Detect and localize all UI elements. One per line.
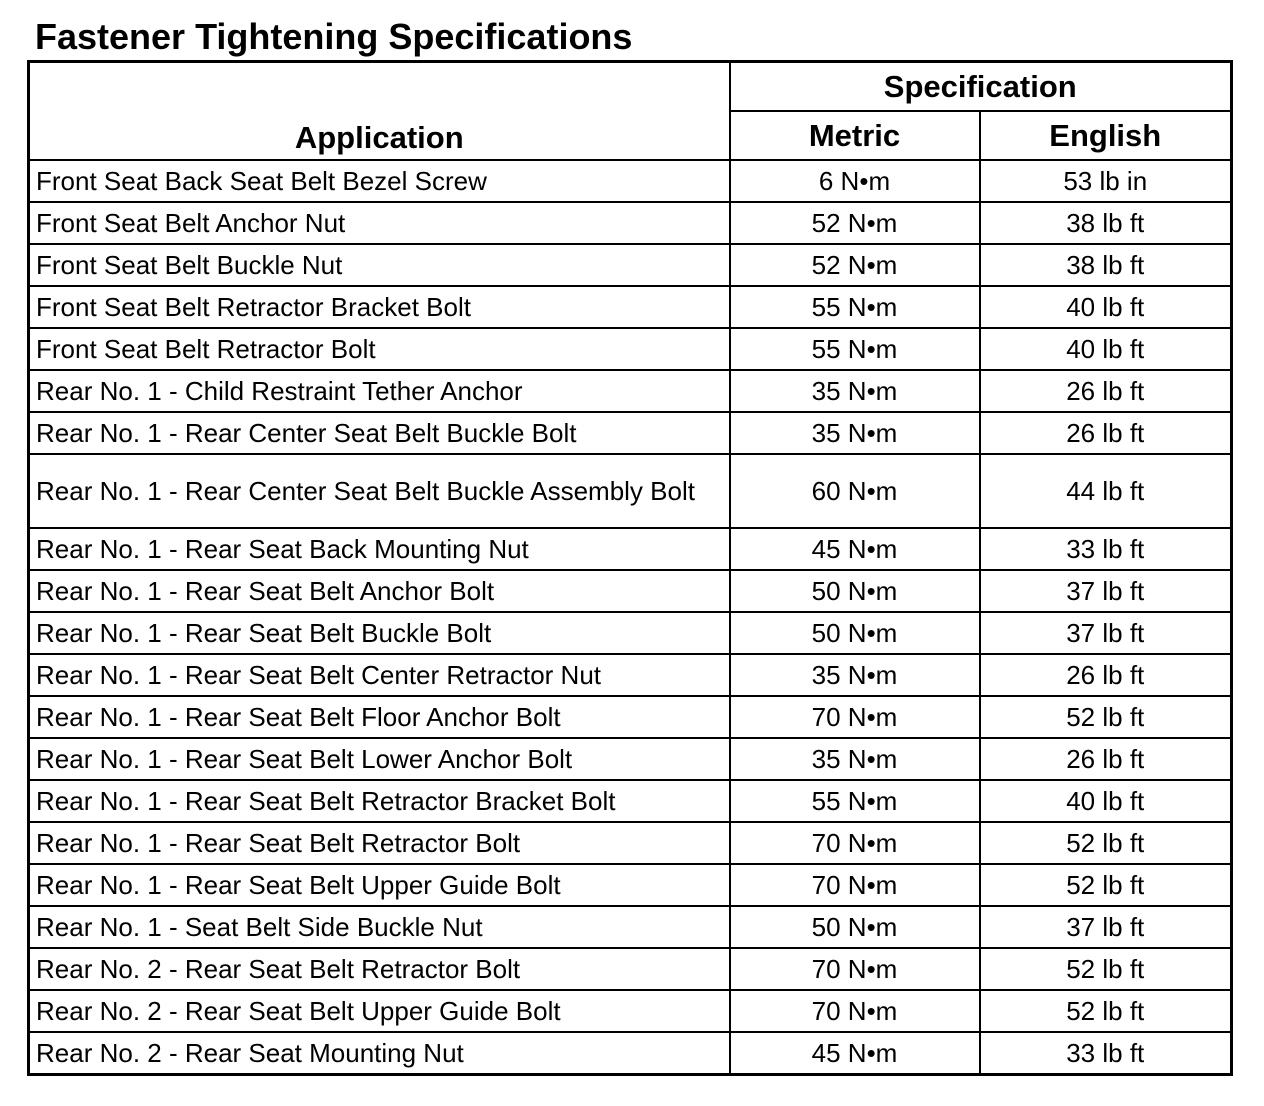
table-row <box>29 696 1232 738</box>
table-row <box>29 570 1232 612</box>
metric-cell: 60 N•m <box>730 454 980 528</box>
table-row <box>29 454 1232 528</box>
application-cell: Rear No. 1 - Seat Belt Side Buckle Nut <box>29 906 730 948</box>
metric-cell: 45 N•m <box>730 1032 980 1074</box>
application-cell: Front Seat Belt Anchor Nut <box>29 202 730 244</box>
table-row <box>29 612 1232 654</box>
metric-cell: 70 N•m <box>730 696 980 738</box>
metric-cell: 6 N•m <box>730 160 980 202</box>
metric-cell: 70 N•m <box>730 948 980 990</box>
english-cell: 26 lb ft <box>980 370 1232 412</box>
english-cell: 26 lb ft <box>980 412 1232 454</box>
metric-cell: 55 N•m <box>730 780 980 822</box>
english-cell: 37 lb ft <box>980 612 1232 654</box>
table-row <box>29 738 1232 780</box>
application-cell: Front Seat Belt Buckle Nut <box>29 244 730 286</box>
english-cell: 52 lb ft <box>980 948 1232 990</box>
table-row <box>29 286 1232 328</box>
table-row <box>29 990 1232 1032</box>
metric-cell: 35 N•m <box>730 738 980 780</box>
english-cell: 37 lb ft <box>980 906 1232 948</box>
metric-cell: 70 N•m <box>730 990 980 1032</box>
table-row <box>29 864 1232 906</box>
metric-cell: 45 N•m <box>730 528 980 570</box>
english-cell: 40 lb ft <box>980 286 1232 328</box>
table-row <box>29 654 1232 696</box>
table-row <box>29 822 1232 864</box>
english-cell: 52 lb ft <box>980 990 1232 1032</box>
table-row <box>29 528 1232 570</box>
english-cell: 52 lb ft <box>980 696 1232 738</box>
application-cell: Rear No. 1 - Rear Seat Belt Retractor Bolt <box>29 822 730 864</box>
table-row <box>29 328 1232 370</box>
application-cell: Rear No. 1 - Rear Seat Belt Retractor Bracket Bolt <box>29 780 730 822</box>
english-cell: 26 lb ft <box>980 738 1232 780</box>
metric-cell: 55 N•m <box>730 328 980 370</box>
english-cell: 40 lb ft <box>980 328 1232 370</box>
english-cell: 38 lb ft <box>980 202 1232 244</box>
metric-cell: 35 N•m <box>730 412 980 454</box>
english-cell: 52 lb ft <box>980 822 1232 864</box>
application-cell: Rear No. 1 - Rear Seat Back Mounting Nut <box>29 528 730 570</box>
application-cell: Front Seat Back Seat Belt Bezel Screw <box>29 160 730 202</box>
metric-cell: 70 N•m <box>730 822 980 864</box>
header-english: English <box>980 111 1232 160</box>
application-cell: Rear No. 1 - Rear Seat Belt Lower Anchor Bolt <box>29 738 730 780</box>
table-row <box>29 1032 1232 1074</box>
metric-cell: 50 N•m <box>730 612 980 654</box>
application-cell: Rear No. 1 - Rear Seat Belt Center Retractor Nut <box>29 654 730 696</box>
table-row <box>29 370 1232 412</box>
table-row <box>29 244 1232 286</box>
application-cell: Rear No. 1 - Rear Seat Belt Floor Anchor Bolt <box>29 696 730 738</box>
table-row <box>29 202 1232 244</box>
application-cell: Rear No. 2 - Rear Seat Mounting Nut <box>29 1032 730 1074</box>
application-cell: Rear No. 1 - Rear Seat Belt Buckle Bolt <box>29 612 730 654</box>
application-cell: Rear No. 2 - Rear Seat Belt Retractor Bolt <box>29 948 730 990</box>
english-cell: 52 lb ft <box>980 864 1232 906</box>
english-cell: 40 lb ft <box>980 780 1232 822</box>
application-cell: Rear No. 1 - Child Restraint Tether Anchor <box>29 370 730 412</box>
english-cell: 37 lb ft <box>980 570 1232 612</box>
application-cell: Front Seat Belt Retractor Bolt <box>29 328 730 370</box>
table-header <box>29 62 1232 161</box>
metric-cell: 35 N•m <box>730 654 980 696</box>
english-cell: 26 lb ft <box>980 654 1232 696</box>
application-cell: Rear No. 2 - Rear Seat Belt Upper Guide Bolt <box>29 990 730 1032</box>
application-cell: Rear No. 1 - Rear Seat Belt Anchor Bolt <box>29 570 730 612</box>
header-application: Application <box>29 62 730 161</box>
page-title: Fastener Tightening Specifications <box>35 16 633 57</box>
english-cell: 33 lb ft <box>980 528 1232 570</box>
metric-cell: 52 N•m <box>730 244 980 286</box>
english-cell: 44 lb ft <box>980 454 1232 528</box>
english-cell: 33 lb ft <box>980 1032 1232 1074</box>
table-row <box>29 160 1232 202</box>
application-cell: Rear No. 1 - Rear Center Seat Belt Buckle Assembly Bolt <box>29 454 730 528</box>
table-body <box>29 160 1232 1074</box>
application-cell: Rear No. 1 - Rear Center Seat Belt Buckle Bolt <box>29 412 730 454</box>
header-specification: Specification <box>730 62 1232 112</box>
metric-cell: 52 N•m <box>730 202 980 244</box>
metric-cell: 50 N•m <box>730 570 980 612</box>
table-row <box>29 948 1232 990</box>
english-cell: 53 lb in <box>980 160 1232 202</box>
english-cell: 38 lb ft <box>980 244 1232 286</box>
metric-cell: 35 N•m <box>730 370 980 412</box>
metric-cell: 70 N•m <box>730 864 980 906</box>
table-row <box>29 780 1232 822</box>
header-metric: Metric <box>730 111 980 160</box>
metric-cell: 55 N•m <box>730 286 980 328</box>
metric-cell: 50 N•m <box>730 906 980 948</box>
table-row <box>29 906 1232 948</box>
application-cell: Front Seat Belt Retractor Bracket Bolt <box>29 286 730 328</box>
table-row <box>29 412 1232 454</box>
fastener-spec-table <box>27 60 1233 1076</box>
application-cell: Rear No. 1 - Rear Seat Belt Upper Guide Bolt <box>29 864 730 906</box>
